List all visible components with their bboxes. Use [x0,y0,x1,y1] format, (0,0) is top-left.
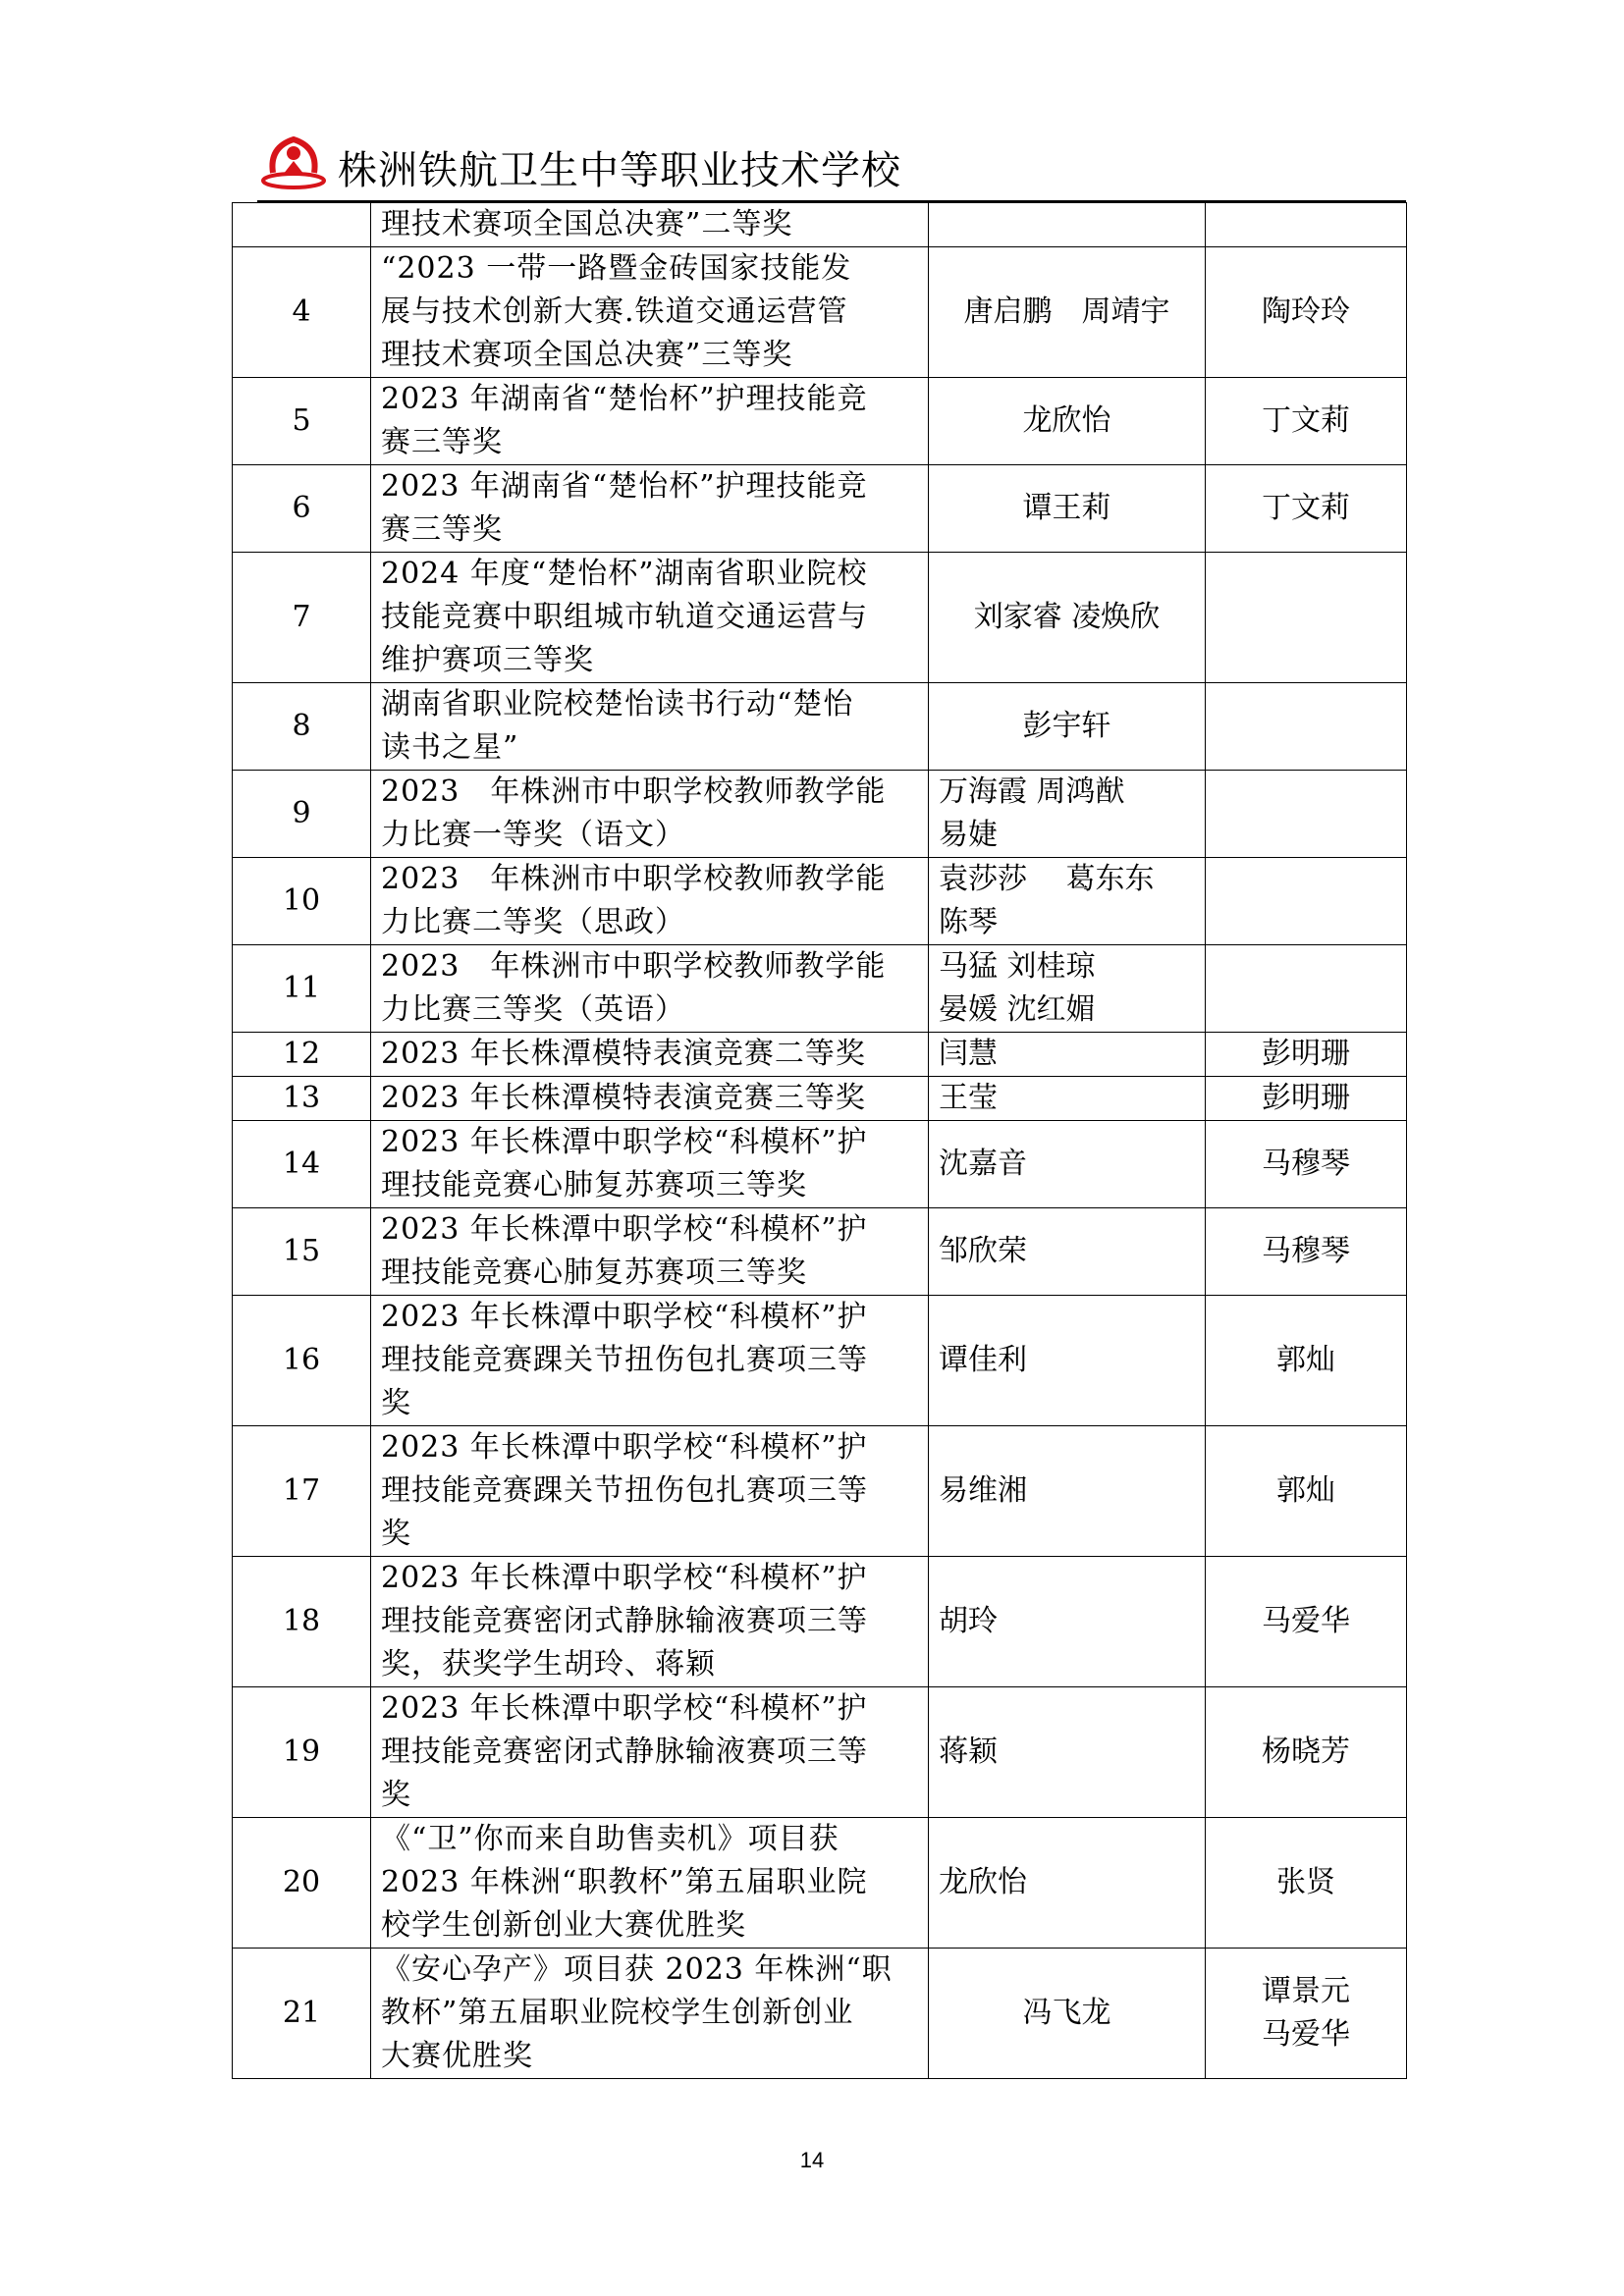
row-number: 14 [282,1147,321,1181]
row-number-cell [233,465,371,553]
table-row [233,771,1407,858]
student-names: 王莹 [939,1081,998,1115]
students-cell [929,771,1206,858]
teacher-name: 杨晓芳 [1262,1735,1350,1769]
students-cell [929,1208,1206,1296]
student-names: 唐启鹏 周靖宇 [963,294,1170,329]
teacher-name: 马穆琴 [1262,1234,1350,1268]
student-names: 陈琴 [939,905,998,939]
teacher-cell [1206,1426,1407,1557]
row-number-cell [233,1296,371,1426]
table-row [233,858,1407,945]
row-number: 12 [282,1037,321,1071]
row-number-cell [233,1121,371,1208]
award-text-line: 理技术赛项全国总决赛”二等奖 [381,207,793,241]
teacher-name: 郭灿 [1276,1343,1335,1377]
row-number: 18 [282,1604,321,1638]
award-cell [371,1687,929,1818]
row-number-cell [233,945,371,1033]
award-text-line: 2023 年长株潭模特表演竞赛二等奖 [381,1037,866,1071]
table-row [233,1077,1407,1121]
award-text-line: 2023 年长株潭中职学校“科模杯”护 [381,1125,868,1159]
teacher-cell [1206,247,1407,378]
teacher-cell [1206,1208,1407,1296]
award-cell [371,1077,929,1121]
award-text-line: 理技能竞赛心肺复苏赛项三等奖 [381,1168,807,1202]
award-text-line: 展与技术创新大赛.铁道交通运营管 [381,294,848,329]
table-row [233,1557,1407,1687]
students-cell [929,378,1206,465]
row-number: 16 [282,1343,321,1377]
teacher-cell [1206,1296,1407,1426]
row-number: 20 [282,1865,321,1899]
student-names: 邹欣荣 [939,1234,1027,1268]
students-cell [929,553,1206,683]
award-cell [371,1296,929,1426]
award-text-line: 2023 年长株潭中职学校“科模杯”护 [381,1561,868,1595]
student-names: 刘家睿 凌焕欣 [973,600,1161,634]
students-cell [929,247,1206,378]
row-number: 10 [282,883,321,918]
award-cell [371,1033,929,1077]
table-row [233,1687,1407,1818]
row-number: 6 [292,491,311,525]
students-cell [929,945,1206,1033]
award-text-line: 力比赛二等奖（思政） [381,905,685,939]
row-number-cell [233,203,371,247]
award-text-line: 《“卫”你而来自助售卖机》项目获 [381,1822,839,1856]
table-row [233,1208,1407,1296]
award-text-line: 奖 [381,1386,411,1420]
student-names: 胡玲 [939,1604,998,1638]
award-text-line: 理技能竞赛心肺复苏赛项三等奖 [381,1255,807,1290]
award-text-line: 奖，获奖学生胡玲、蒋颖 [381,1647,716,1682]
row-number-cell [233,553,371,683]
teacher-name: 陶玲玲 [1262,294,1350,329]
award-text-line: 奖 [381,1517,411,1551]
award-cell [371,247,929,378]
award-text-line: 2023 年株洲市中职学校教师教学能 [381,774,887,809]
award-text-line: 赛三等奖 [381,512,503,547]
student-names: 蒋颖 [939,1735,998,1769]
award-cell [371,203,929,247]
row-number-cell [233,1557,371,1687]
teacher-cell [1206,1033,1407,1077]
student-names: 谭王莉 [1022,491,1111,525]
teacher-cell [1206,683,1407,771]
table-row [233,1818,1407,1949]
teacher-name: 丁文莉 [1262,403,1350,438]
award-text-line: 2023 年长株潭中职学校“科模杯”护 [381,1691,868,1726]
table-row [233,1296,1407,1426]
award-text-line: 2024 年度“楚怡杯”湖南省职业院校 [381,557,868,591]
award-text-line: 2023 年长株潭中职学校“科模杯”护 [381,1212,868,1247]
award-text-line: 湖南省职业院校楚怡读书行动“楚怡 [381,687,854,721]
row-number-cell [233,247,371,378]
award-text-line: 2023 年湖南省“楚怡杯”护理技能竞 [381,382,868,416]
students-cell [929,465,1206,553]
teacher-cell [1206,553,1407,683]
teacher-cell [1206,1687,1407,1818]
teacher-name: 谭景元 [1262,1974,1350,2008]
teacher-name: 彭明珊 [1262,1081,1350,1115]
school-logo-icon [261,133,326,190]
row-number: 9 [292,796,311,830]
teacher-cell [1206,1077,1407,1121]
awards-table [232,202,1407,2079]
students-cell [929,1687,1206,1818]
row-number-cell [233,683,371,771]
student-names: 马猛 刘桂琼 [939,949,1096,984]
award-cell [371,1557,929,1687]
row-number: 17 [282,1473,321,1508]
award-cell [371,1818,929,1949]
student-names: 晏媛 沈红媚 [939,992,1096,1027]
students-cell [929,858,1206,945]
table-row [233,683,1407,771]
teacher-cell [1206,1949,1407,2079]
students-cell [929,1077,1206,1121]
award-text-line: 校学生创新创业大赛优胜奖 [381,1908,746,1943]
award-text-line: 2023 年株洲市中职学校教师教学能 [381,949,887,984]
award-cell [371,1208,929,1296]
student-names: 闫慧 [939,1037,998,1071]
table-row [233,1121,1407,1208]
award-cell [371,771,929,858]
students-cell [929,1033,1206,1077]
row-number: 19 [282,1735,321,1769]
award-cell [371,858,929,945]
award-text-line: 2023 年长株潭中职学校“科模杯”护 [381,1430,868,1465]
row-number-cell [233,378,371,465]
row-number: 13 [282,1081,321,1115]
row-number-cell [233,1687,371,1818]
award-cell [371,1949,929,2079]
students-cell [929,1121,1206,1208]
student-names: 易婕 [939,818,998,852]
award-text-line: 赛三等奖 [381,425,503,459]
teacher-name: 张贤 [1276,1865,1335,1899]
teacher-cell [1206,1121,1407,1208]
students-cell [929,1426,1206,1557]
award-text-line: 维护赛项三等奖 [381,643,594,677]
award-text-line: 力比赛一等奖（语文） [381,818,685,852]
teacher-cell [1206,945,1407,1033]
award-cell [371,683,929,771]
table-row [233,378,1407,465]
award-text-line: 2023 年长株潭中职学校“科模杯”护 [381,1300,868,1334]
student-names: 沈嘉音 [939,1147,1027,1181]
row-number-cell [233,771,371,858]
students-cell [929,1818,1206,1949]
student-names: 谭佳利 [939,1343,1027,1377]
teacher-cell [1206,203,1407,247]
row-number-cell [233,1208,371,1296]
award-text-line: 理技能竞赛密闭式静脉输液赛项三等 [381,1735,868,1769]
award-text-line: 《安心孕产》项目获 2023 年株洲“职 [381,1952,893,1987]
row-number: 4 [292,294,311,329]
award-text-line: 理技术赛项全国总决赛”三等奖 [381,338,793,372]
row-number-cell [233,1033,371,1077]
teacher-name: 马爱华 [1262,1604,1350,1638]
table-row [233,1033,1407,1077]
table-row [233,553,1407,683]
teacher-cell [1206,858,1407,945]
student-names: 袁莎莎 葛东东 [939,862,1155,896]
teacher-cell [1206,465,1407,553]
row-number-cell [233,1818,371,1949]
page-number: 14 [799,2148,825,2172]
students-cell [929,1949,1206,2079]
teacher-name: 彭明珊 [1262,1037,1350,1071]
school-name: 株洲铁航卫生中等职业技术学校 [338,148,901,193]
award-text-line: 技能竞赛中职组城市轨道交通运营与 [381,600,868,634]
award-cell [371,553,929,683]
row-number: 5 [292,403,311,438]
row-number: 21 [282,1996,321,2030]
award-text-line: 力比赛三等奖（英语） [381,992,685,1027]
table-row [233,465,1407,553]
students-cell [929,1296,1206,1426]
row-number: 8 [292,709,311,743]
award-cell [371,1121,929,1208]
award-cell [371,945,929,1033]
row-number-cell [233,1077,371,1121]
students-cell [929,1557,1206,1687]
award-text-line: “2023 一带一路暨金砖国家技能发 [381,251,852,286]
award-text-line: 奖 [381,1778,411,1812]
teacher-cell [1206,1557,1407,1687]
row-number-cell [233,1949,371,2079]
student-names: 龙欣怡 [939,1865,1027,1899]
table-row [233,1426,1407,1557]
teacher-cell [1206,771,1407,858]
teacher-cell [1206,378,1407,465]
page-header [257,130,1406,200]
table-row [233,203,1407,247]
award-text-line: 2023 年湖南省“楚怡杯”护理技能竞 [381,469,868,504]
awards-table-body [233,203,1407,2079]
award-cell [371,378,929,465]
teacher-name: 丁文莉 [1262,491,1350,525]
student-names: 万海霞 周鸿猷 [939,774,1125,809]
teacher-name: 马穆琴 [1262,1147,1350,1181]
award-cell [371,1426,929,1557]
row-number: 15 [282,1234,321,1268]
award-text-line: 理技能竞赛踝关节扭伤包扎赛项三等 [381,1343,868,1377]
row-number: 11 [282,971,321,1005]
award-text-line: 理技能竞赛踝关节扭伤包扎赛项三等 [381,1473,868,1508]
student-names: 易维湘 [939,1473,1027,1508]
teacher-name: 郭灿 [1276,1473,1335,1508]
award-text-line: 理技能竞赛密闭式静脉输液赛项三等 [381,1604,868,1638]
award-text-line: 2023 年长株潭模特表演竞赛三等奖 [381,1081,866,1115]
award-cell [371,465,929,553]
table-row [233,1949,1407,2079]
table-row [233,945,1407,1033]
award-text-line: 大赛优胜奖 [381,2039,533,2073]
student-names: 冯飞龙 [1022,1996,1111,2030]
award-text-line: 教杯”第五届职业院校学生创新创业 [381,1996,854,2030]
award-text-line: 2023 年株洲“职教杯”第五届职业院 [381,1865,868,1899]
row-number-cell [233,858,371,945]
table-row [233,247,1407,378]
row-number-cell [233,1426,371,1557]
row-number: 7 [292,600,311,634]
award-text-line: 读书之星” [381,730,519,765]
teacher-name: 马爱华 [1262,2017,1350,2052]
student-names: 龙欣怡 [1022,403,1111,438]
student-names: 彭宇轩 [1022,709,1111,743]
teacher-cell [1206,1818,1407,1949]
students-cell [929,203,1206,247]
award-text-line: 2023 年株洲市中职学校教师教学能 [381,862,887,896]
students-cell [929,683,1206,771]
